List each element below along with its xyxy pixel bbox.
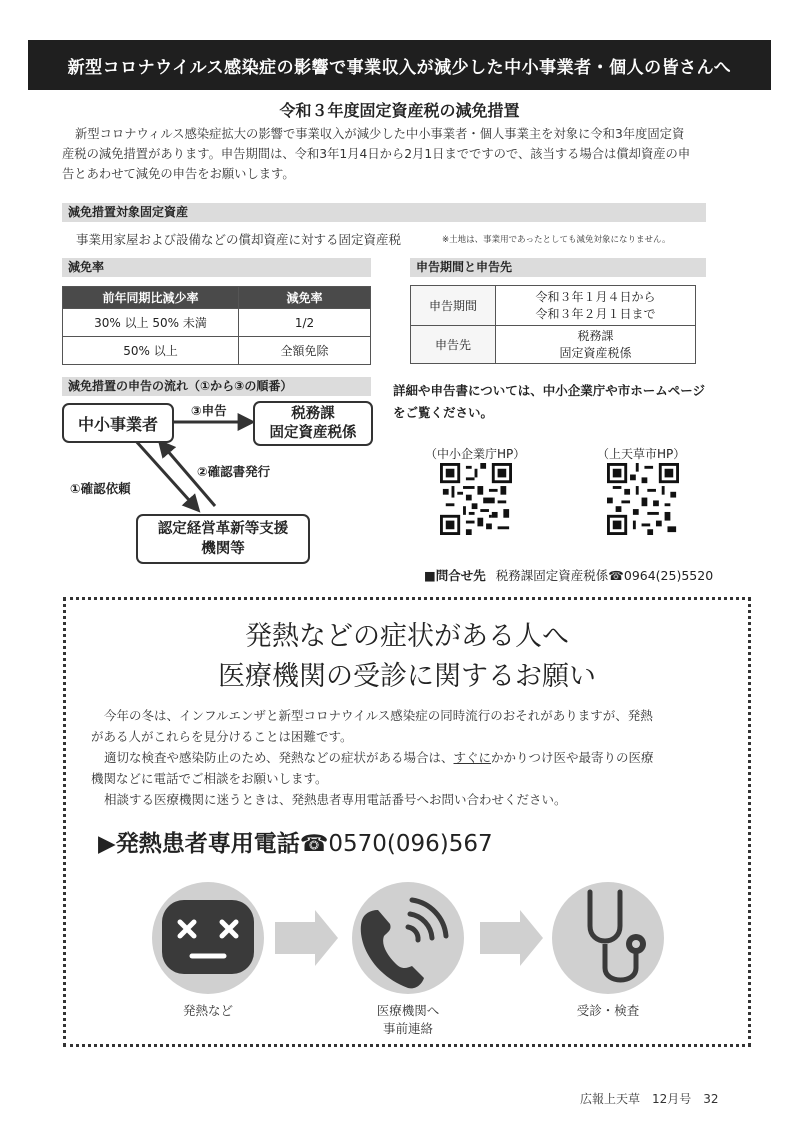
table-row	[63, 309, 371, 337]
target-heading: 減免措置対象固定資産	[62, 203, 706, 222]
period-table	[410, 285, 696, 364]
table-row	[411, 326, 696, 364]
page-header-title: 新型コロナウイルス感染症の影響で事業収入が減少した中小事業者・個人の皆さんへ	[67, 57, 732, 78]
flow-support-1: 認定経営革新等支援	[157, 521, 289, 537]
table-row	[411, 286, 696, 326]
fever-icons-row	[150, 880, 710, 1000]
qr2-label: （上天草市HP）	[597, 447, 686, 461]
fever-title-line1: 発熱などの症状がある人へ	[245, 621, 569, 652]
period-label: 申告期間	[411, 286, 496, 326]
qr-code-icon[interactable]	[440, 463, 512, 535]
phone-call-icon	[352, 882, 464, 994]
fever-p2b: 機関などに電話でご相談をお願いします。	[91, 771, 328, 786]
flow-tax-office-1: 税務課	[291, 405, 335, 422]
flow-support-box	[136, 514, 310, 564]
flow-step3-label: ③申告	[191, 403, 227, 418]
flow-sme-box	[62, 403, 174, 443]
sick-face-icon	[152, 882, 264, 994]
flow-heading: 減免措置の申告の流れ（①から③の順番）	[62, 377, 371, 396]
details-line2: をご覧ください。	[393, 405, 494, 420]
rate-table-header: 減免率	[239, 287, 371, 309]
dest-label: 申告先	[411, 326, 496, 364]
period-line1: 令和３年１月４日から	[535, 289, 656, 304]
page-footer: 広報上天草 12月号 32	[580, 1092, 719, 1106]
qr-code-icon[interactable]	[607, 463, 679, 535]
table-cell: 50% 以上	[63, 337, 239, 365]
tax-intro	[62, 124, 762, 184]
flow-step2-label: ②確認書発行	[197, 464, 271, 479]
fever-p1b: がある人がこれらを見分けることは困難です。	[91, 729, 353, 744]
arrow-right-icon	[275, 910, 338, 966]
flow-tax-office-box	[253, 401, 373, 446]
dest-line2: 固定資産税係	[559, 345, 632, 360]
fever-phone-label: ▶発熱患者専用電話	[98, 831, 300, 857]
icon1-label: 発熱など	[182, 1003, 233, 1018]
rate-table	[62, 286, 371, 365]
tax-intro-line3: 告とあわせて減免の申告をお願いします。	[62, 167, 295, 181]
table-cell: 1/2	[239, 309, 371, 337]
fever-p2a	[91, 747, 741, 768]
fever-body	[91, 705, 741, 810]
table-cell: 30% 以上 50% 未満	[63, 309, 239, 337]
period-line2: 令和３年２月１日まで	[535, 306, 656, 321]
tax-intro-line1: 新型コロナウィルス感染症拡大の影響で事業収入が減少した中小事業者・個人事業主を対象に令和3年度固定資	[75, 127, 685, 141]
flow-sme: 中小事業者	[77, 414, 158, 434]
details-text	[393, 380, 705, 424]
target-text: 事業用家屋および設備などの償却資産に対する固定資産税	[76, 232, 402, 247]
details-line1: 詳細や申告書については、中小企業庁や市ホームページ	[393, 383, 706, 398]
target-note: ※土地は、事業用であったとしても減免対象になりません。	[442, 235, 671, 245]
page-header-bar	[28, 40, 771, 90]
fever-phone-number: ☎0570(096)567	[299, 831, 493, 857]
fever-p2a-underlined: すぐに	[453, 750, 492, 765]
stethoscope-icon	[552, 882, 664, 994]
icon3-label: 受診・検査	[576, 1003, 640, 1018]
period-heading: 申告期間と申告先	[410, 258, 706, 277]
fever-p3: 相談する医療機関に迷うときは、発熱患者専用電話番号へお問い合わせください。	[104, 792, 567, 807]
icon2-label-line1: 医療機関へ	[376, 1003, 440, 1018]
flow-step1-label: ①確認依頼	[70, 481, 131, 496]
fever-title-line2: 医療機関の受診に関するお願い	[218, 661, 596, 692]
contact	[424, 566, 713, 584]
icon2-label	[350, 1002, 466, 1038]
fever-p2a-part1: 適切な検査や感染防止のため、発熱などの症状がある場合は、	[104, 750, 454, 765]
fever-p2a-part2: かかりつけ医や最寄りの医療	[491, 750, 654, 765]
table-cell: 全額免除	[239, 337, 371, 365]
fever-phone-line	[98, 825, 493, 858]
icon2-label-line2: 事前連絡	[382, 1021, 433, 1036]
flow-tax-office-2: 固定資産税係	[269, 424, 357, 441]
tax-reduction-title: 令和３年度固定資産税の減免措置	[279, 101, 520, 120]
flow-support-2: 機関等	[201, 541, 245, 557]
contact-text: 税務課固定資産税係☎0964(25)5520	[495, 568, 714, 583]
fever-p1a: 今年の冬は、インフルエンザと新型コロナウイルス感染症の同時流行のおそれがありますが、発熱	[104, 708, 653, 723]
tax-intro-line2: 産税の減免措置があります。申告期間は、令和3年1月4日から2月1日までですので、該当する場合は償却資産の申	[62, 147, 691, 161]
qr1-label: （中小企業庁HP）	[425, 447, 526, 461]
dest-line1: 税務課	[577, 328, 614, 343]
table-row	[63, 337, 371, 365]
contact-label: ■問合せ先	[424, 568, 486, 583]
rate-heading: 減免率	[62, 258, 371, 277]
arrow-right-icon	[480, 910, 543, 966]
rate-table-header: 前年同期比減少率	[63, 287, 239, 309]
